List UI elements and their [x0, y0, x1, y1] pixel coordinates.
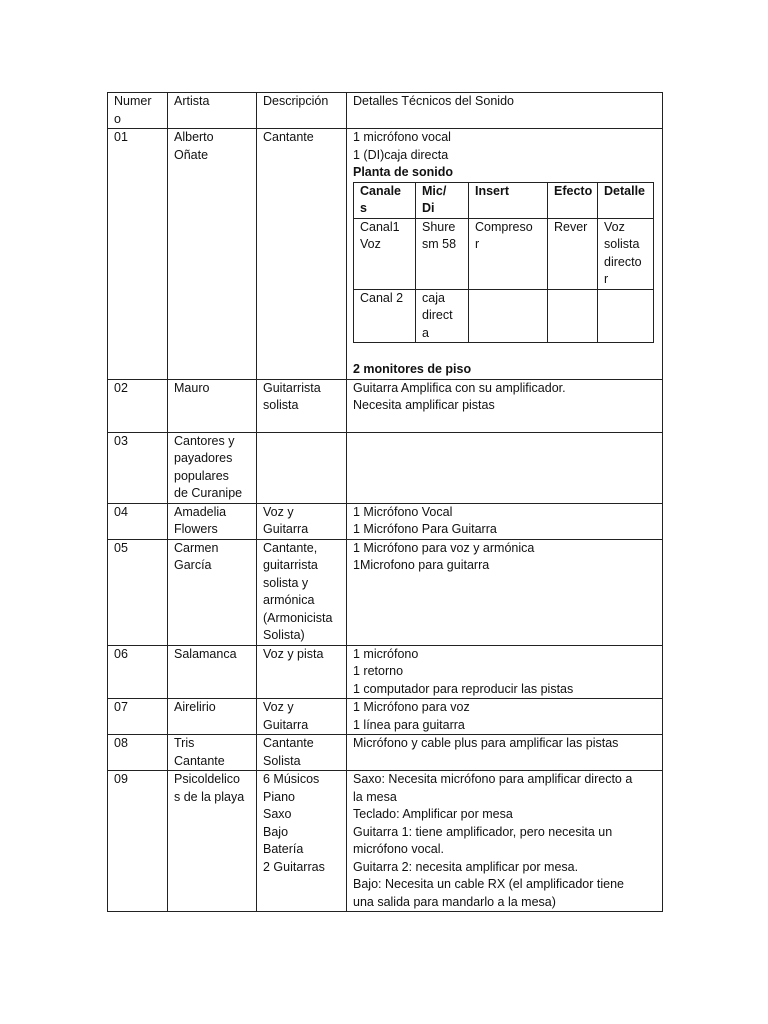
row-number: 06 [108, 645, 168, 699]
plant-header-cell: Insert [469, 182, 548, 218]
row-description: Guitarrista solista [257, 379, 347, 432]
header-numero: Numer o [108, 93, 168, 129]
plant-cell: Canal 2 [354, 289, 416, 343]
plant-cell [469, 289, 548, 343]
plant-header-row [354, 182, 654, 218]
plant-header-cell: Detalle [598, 182, 654, 218]
details-text: 1 micrófono vocal 1 (DI)caja directa [353, 130, 451, 162]
row-details: Guitarra Amplifica con su amplificador. Necesita amplificar pistas [347, 379, 663, 432]
row-number: 08 [108, 735, 168, 771]
table-row [108, 771, 663, 912]
row-description: Cantante Solista [257, 735, 347, 771]
row-number: 02 [108, 379, 168, 432]
row-artist: Psicoldelico s de la playa [168, 771, 257, 912]
row-details: 1 Micrófono Vocal 1 Micrófono Para Guitarra [347, 503, 663, 539]
row-number: 09 [108, 771, 168, 912]
table-row [108, 379, 663, 432]
plant-cell: Rever [548, 218, 598, 289]
row-description: Voz y Guitarra [257, 699, 347, 735]
table-row [108, 129, 663, 380]
row-number: 01 [108, 129, 168, 380]
table-row [108, 735, 663, 771]
row-number: 03 [108, 432, 168, 503]
row-number: 05 [108, 539, 168, 645]
header-detalles: Detalles Técnicos del Sonido [347, 93, 663, 129]
row-artist: Alberto Oñate [168, 129, 257, 380]
plant-header-cell: Efecto [548, 182, 598, 218]
header-row [108, 93, 663, 129]
plant-cell: Canal1 Voz [354, 218, 416, 289]
table-row [108, 645, 663, 699]
table-row [108, 432, 663, 503]
row-details: Saxo: Necesita micrófono para amplificar directo a la mesa Teclado: Amplificar por mesa Guitarra 1: tiene amplificador, pero necesita un micrófono vocal. Guitarra 2: necesita amplificar por mesa. Bajo: Necesita un cable RX (el amplificador tiene una salida para mandarlo a la mesa) [347, 771, 663, 912]
row-details: 1 micrófono 1 retorno 1 computador para reproducir las pistas [347, 645, 663, 699]
row-artist: Mauro [168, 379, 257, 432]
plant-title: Planta de sonido [353, 165, 454, 179]
table-row [108, 539, 663, 645]
row-details: 1 Micrófono para voz y armónica 1Microfono para guitarra [347, 539, 663, 645]
row-artist: Salamanca [168, 645, 257, 699]
table-row [108, 699, 663, 735]
row-number: 07 [108, 699, 168, 735]
row-artist: Carmen García [168, 539, 257, 645]
plant-cell [548, 289, 598, 343]
plant-cell [598, 289, 654, 343]
row-details: Micrófono y cable plus para amplificar las pistas [347, 735, 663, 771]
row-artist: Tris Cantante [168, 735, 257, 771]
row-details [347, 129, 663, 380]
row-number: 04 [108, 503, 168, 539]
row-artist: Amadelia Flowers [168, 503, 257, 539]
sound-plant-table [353, 182, 654, 344]
row-description: 6 Músicos Piano Saxo Bajo Batería 2 Guitarras [257, 771, 347, 912]
plant-row [354, 218, 654, 289]
plant-cell: caja direct a [416, 289, 469, 343]
row-artist: Cantores y payadores populares de Curanipe [168, 432, 257, 503]
plant-header-cell: Mic/ Di [416, 182, 469, 218]
monitors-note: 2 monitores de piso [353, 362, 472, 376]
row-description: Voz y pista [257, 645, 347, 699]
technical-rider-table [107, 92, 663, 912]
plant-cell: Shure sm 58 [416, 218, 469, 289]
header-artista: Artista [168, 93, 257, 129]
table-row [108, 503, 663, 539]
plant-header-cell: Canale s [354, 182, 416, 218]
row-details [347, 432, 663, 503]
row-artist: Airelirio [168, 699, 257, 735]
header-descripcion: Descripción [257, 93, 347, 129]
row-description: Cantante [257, 129, 347, 380]
plant-row [354, 289, 654, 343]
row-details: 1 Micrófono para voz 1 línea para guitarra [347, 699, 663, 735]
row-description: Voz y Guitarra [257, 503, 347, 539]
plant-cell: Compreso r [469, 218, 548, 289]
row-description: Cantante, guitarrista solista y armónica (Armonicista Solista) [257, 539, 347, 645]
row-description [257, 432, 347, 503]
plant-cell: Voz solista directo r [598, 218, 654, 289]
